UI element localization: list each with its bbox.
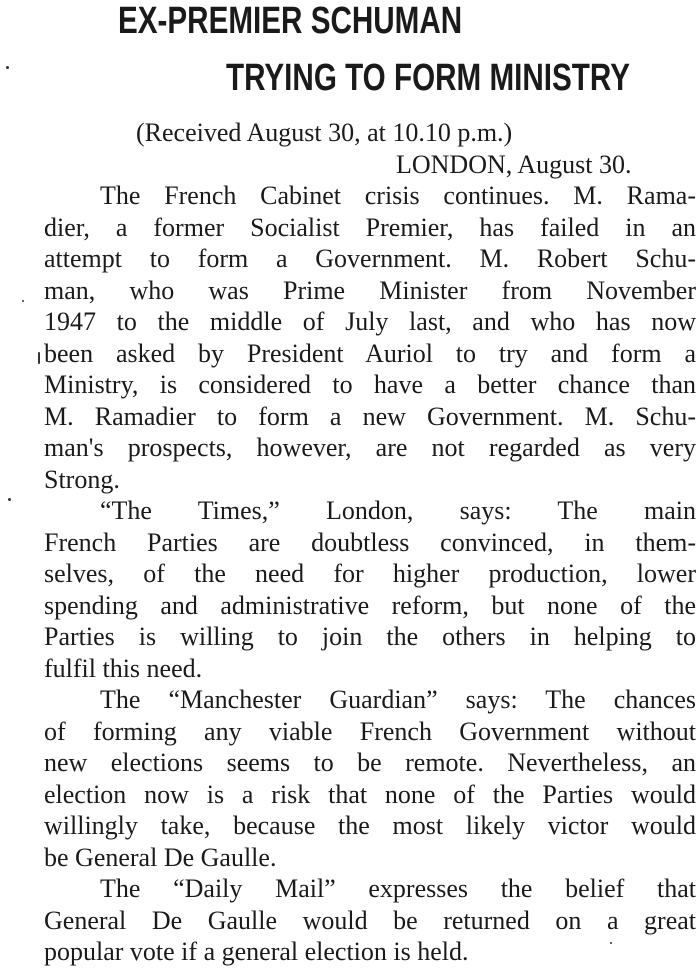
headline-line-1: EX-PREMIER SCHUMAN [118,0,463,42]
print-speck [38,352,40,364]
headline-line-2: TRYING TO FORM MINISTRY [226,57,630,99]
received-dateline: (Received August 30, at 10.10 p.m.) [136,118,513,147]
article-line: The French Cabinet crisis continues. M. Rama- [100,181,696,210]
print-speck [6,66,9,69]
article-line: M. Ramadier to form a new Government. M. Schu- [44,401,696,431]
print-speck [8,498,11,501]
article-line: fulfil this need. [44,653,203,683]
article-line: man, who was Prime Minister from November [44,275,696,305]
article-line: dier, a former Socialist Premier, has failed in an [44,212,696,242]
article-line: General De Gaulle would be returned on a great [44,905,696,935]
article-line: selves, of the need for higher production, lower [44,559,696,588]
article-line: attempt to form a Government. M. Robert Schu- [44,244,696,273]
article-line: election now is a risk that none of the Parties would [44,779,696,809]
article-line: Parties is willing to join the others in helping to [44,622,696,651]
print-speck [22,300,24,302]
article-line: Strong. [44,464,120,494]
place-dateline: LONDON, August 30. [396,150,632,179]
article-line: Ministry, is considered to have a better chance than [44,370,696,399]
article-line: been asked by President Auriol to try and form a [44,338,696,368]
article-line: willingly take, because the most likely victor would [44,811,696,840]
print-speck [610,942,612,944]
article-line: French Parties are doubtless convinced, in them- [44,527,696,557]
article-line: popular vote if a general election is held. [44,937,469,966]
article-line: new elections seems to be remote. Nevertheless, an [44,748,696,777]
article-line: be General De Gaulle. [44,842,277,872]
article-line: of forming any viable French Government without [44,716,696,746]
article-line: spending and administrative reform, but none of the [44,590,696,620]
article-line: 1947 to the middle of July last, and who has now [44,307,696,336]
article-line: “The Times,” London, says: The main [100,496,696,525]
article-line: The “Daily Mail” expresses the belief that [100,874,696,903]
article-body [44,180,696,968]
article-line: The “Manchester Guardian” says: The chances [100,685,696,714]
article-line: man's prospects, however, are not regarded as very [44,433,696,462]
